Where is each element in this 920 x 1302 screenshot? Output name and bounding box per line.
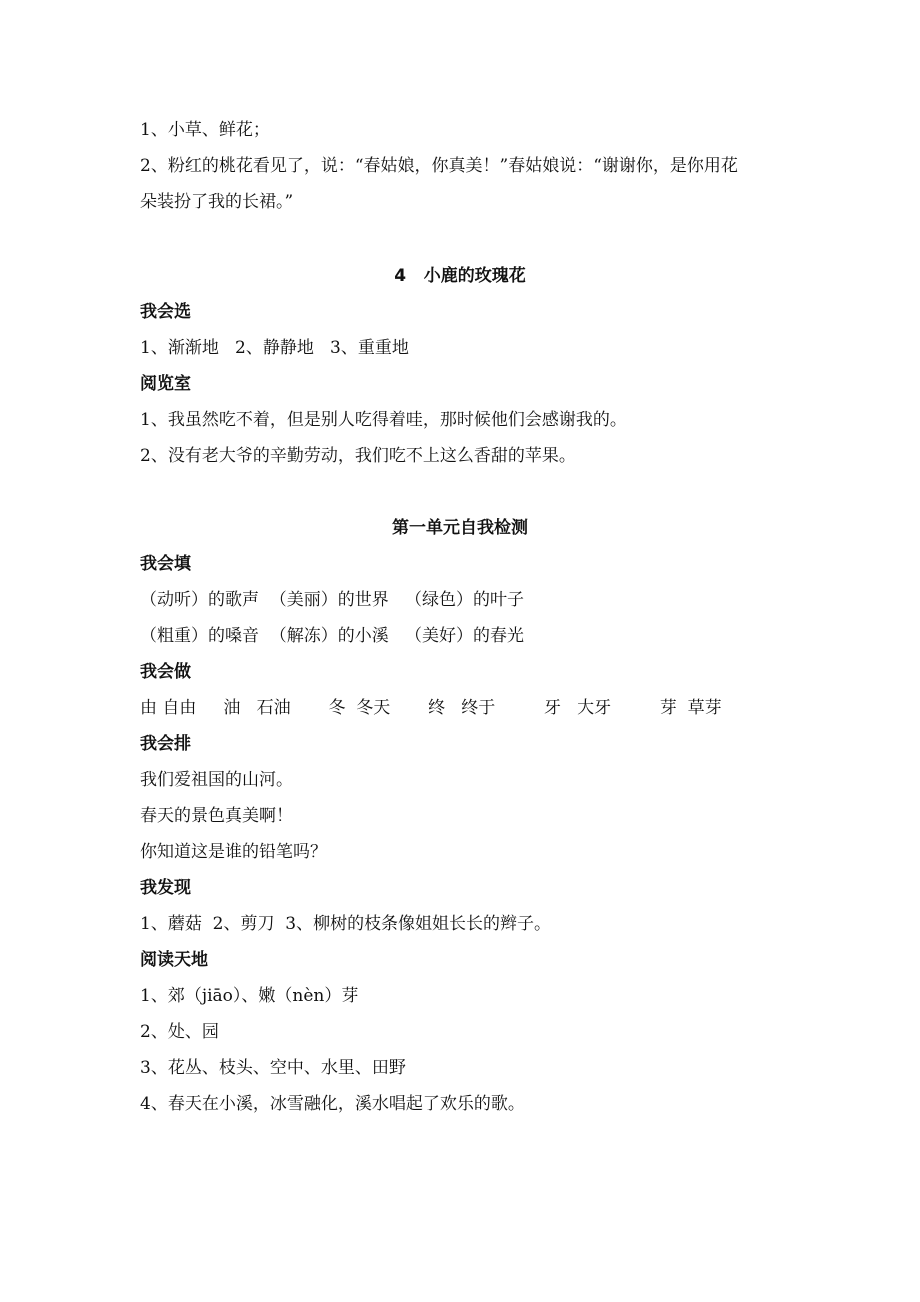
- answer-line: 4、春天在小溪，冰雪融化，溪水唱起了欢乐的歌。: [140, 1094, 525, 1114]
- answer-line: 我们爱祖国的山河。: [140, 770, 293, 790]
- section-heading-reading-world: 阅读天地: [140, 950, 208, 970]
- answer-line: 1、蘑菇 2、剪刀 3、柳树的枝条像姐姐长长的辫子。: [140, 914, 552, 934]
- section-heading-reading: 阅览室: [140, 374, 191, 394]
- section-heading-choose: 我会选: [140, 302, 191, 322]
- section-heading-do: 我会做: [140, 662, 191, 682]
- answer-line: 2、处、园: [140, 1022, 219, 1042]
- section-heading-fill: 我会填: [140, 554, 191, 574]
- answer-line: 由 自由 油 石油 冬 冬天 终 终于 牙 大牙 芽 草芽: [140, 698, 722, 718]
- unit-test-title: 第一单元自我检测: [392, 518, 528, 538]
- answer-line: 1、郊（jiāo）、嫩（nèn）芽: [140, 986, 359, 1006]
- answer-line: 朵装扮了我的长裙。”: [140, 192, 294, 212]
- answer-line: 你知道这是谁的铅笔吗？: [140, 842, 327, 862]
- answer-line: 2、没有老大爷的辛勤劳动，我们吃不上这么香甜的苹果。: [140, 446, 576, 466]
- answer-line: 1、小草、鲜花；: [140, 120, 270, 140]
- answer-line: 春天的景色真美啊！: [140, 806, 293, 826]
- section-heading-order: 我会排: [140, 734, 191, 754]
- lesson-title: 4 小鹿的玫瑰花: [394, 266, 526, 286]
- section-heading-discover: 我发现: [140, 878, 191, 898]
- answer-line: 3、花丛、枝头、空中、水里、田野: [140, 1058, 406, 1078]
- answer-line: 2、粉红的桃花看见了，说：“春姑娘，你真美！”春姑娘说：“谢谢你，是你用花: [140, 156, 738, 176]
- answer-line: （粗重）的嗓音 （解冻）的小溪 （美好）的春光: [140, 626, 525, 646]
- answer-line: 1、我虽然吃不着，但是别人吃得着哇，那时候他们会感谢我的。: [140, 410, 627, 430]
- answer-line: （动听）的歌声 （美丽）的世界 （绿色）的叶子: [140, 590, 525, 610]
- answer-line: 1、渐渐地 2、静静地 3、重重地: [140, 338, 409, 358]
